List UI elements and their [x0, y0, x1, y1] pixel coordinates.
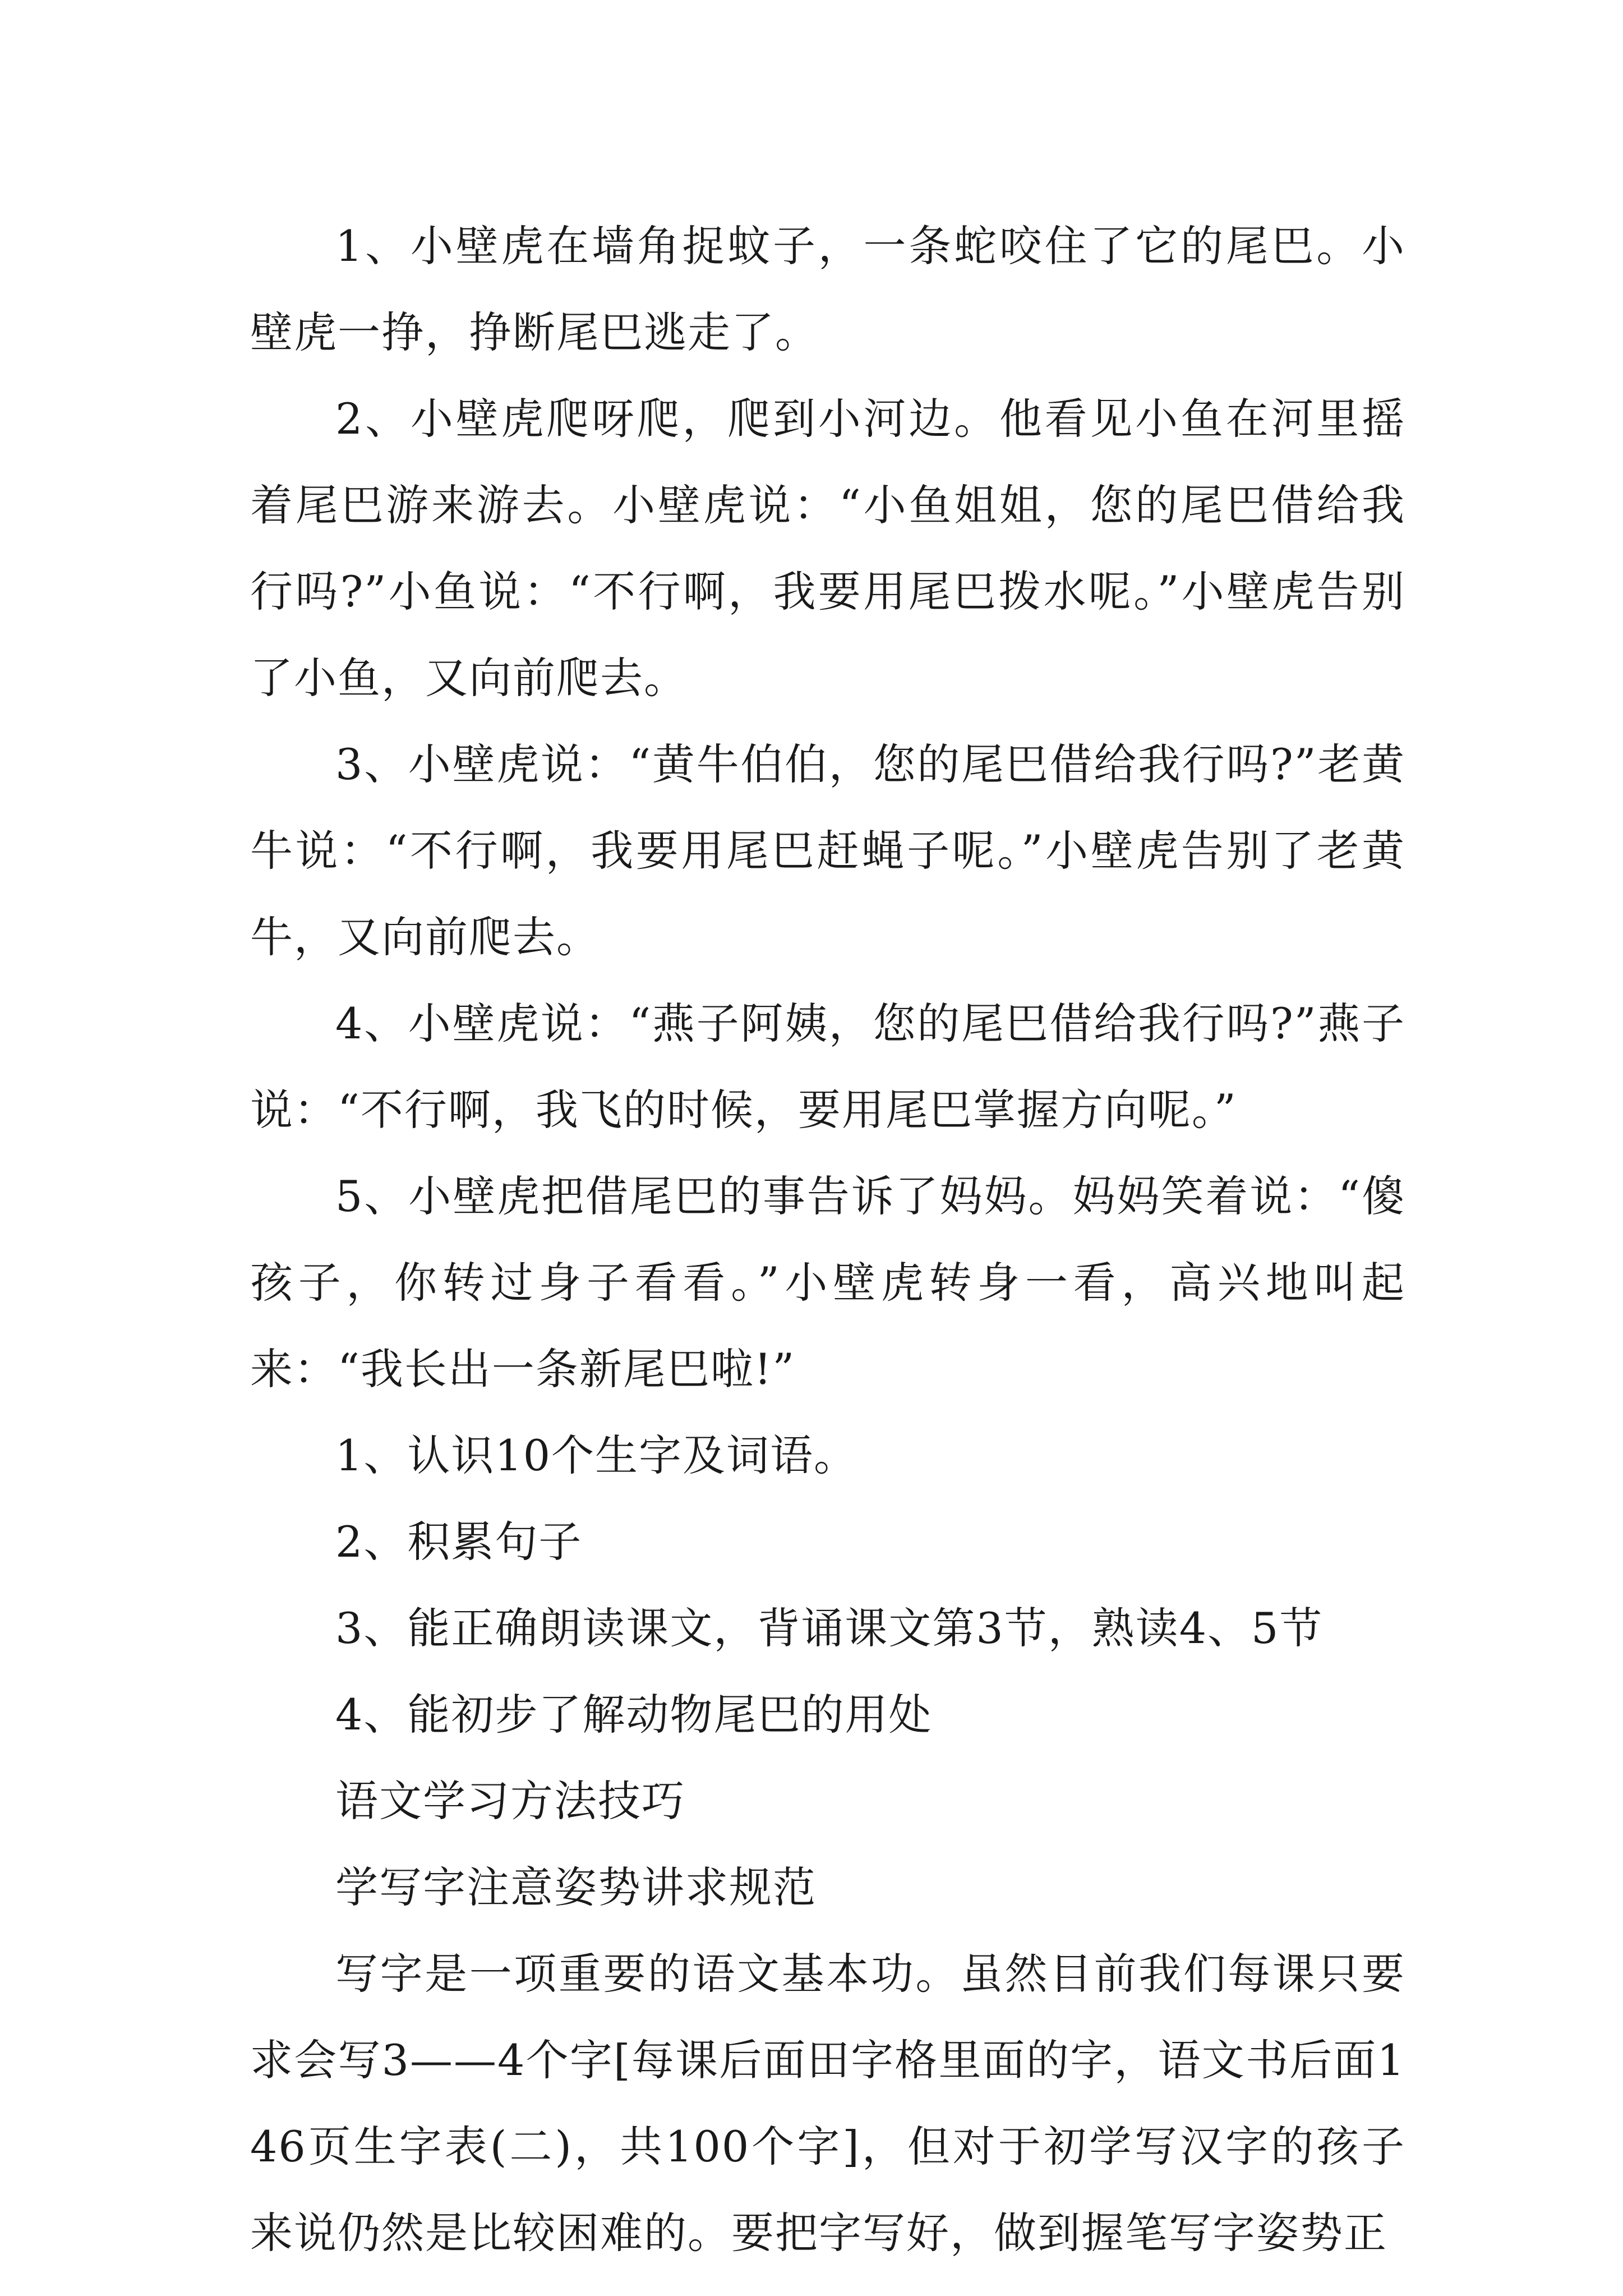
goal-item-4: 4、能初步了解动物尾巴的用处 — [335, 1690, 933, 1740]
paragraph-story-3: 3、小壁虎说：“黄牛伯伯，您的尾巴借给我行吗?”老黄牛说：“不行啊，我要用尾巴赶蝇子呢。”小壁虎告别了老黄牛，又向前爬去。 — [250, 739, 1405, 962]
goal-item-3: 3、能正确朗读课文，背诵课文第3节，熟读4、5节 — [335, 1603, 1324, 1653]
goal-item-2: 2、积累句子 — [335, 1517, 583, 1567]
paragraph-story-2: 2、小壁虎爬呀爬，爬到小河边。他看见小鱼在河里摇着尾巴游来游去。小壁虎说：“小鱼姐姐，您的尾巴借给我行吗?”小鱼说：“不行啊，我要用尾巴拨水呢。”小壁虎告别了小鱼，又向前爬去。 — [250, 394, 1405, 703]
section-heading-methods: 语文学习方法技巧 — [335, 1776, 685, 1826]
document-body — [250, 203, 1405, 2276]
paragraph-writing: 写字是一项重要的语文基本功。虽然目前我们每课只要求会写3——4个字[每课后面田字格里面的字，语文书后面146页生字表(二)，共100个字]，但对于初学写汉字的孩子来说仍然是比较困难的。要把字写好，做到握笔写字姿势正 — [250, 1949, 1405, 2258]
paragraph-story-5: 5、小壁虎把借尾巴的事告诉了妈妈。妈妈笑着说：“傻孩子，你转过身子看看。”小壁虎转身一看，高兴地叫起来：“我长出一条新尾巴啦!” — [250, 1171, 1405, 1394]
section-heading-writing: 学写字注意姿势讲求规范 — [335, 1862, 817, 1912]
paragraph-story-4: 4、小壁虎说：“燕子阿姨，您的尾巴借给我行吗?”燕子说：“不行啊，我飞的时候，要用尾巴掌握方向呢。” — [250, 999, 1405, 1135]
goal-item-1: 1、认识10个生字及词语。 — [335, 1430, 858, 1480]
paragraph-story-1: 1、小壁虎在墙角捉蚊子，一条蛇咬住了它的尾巴。小壁虎一挣，挣断尾巴逃走了。 — [250, 221, 1405, 357]
